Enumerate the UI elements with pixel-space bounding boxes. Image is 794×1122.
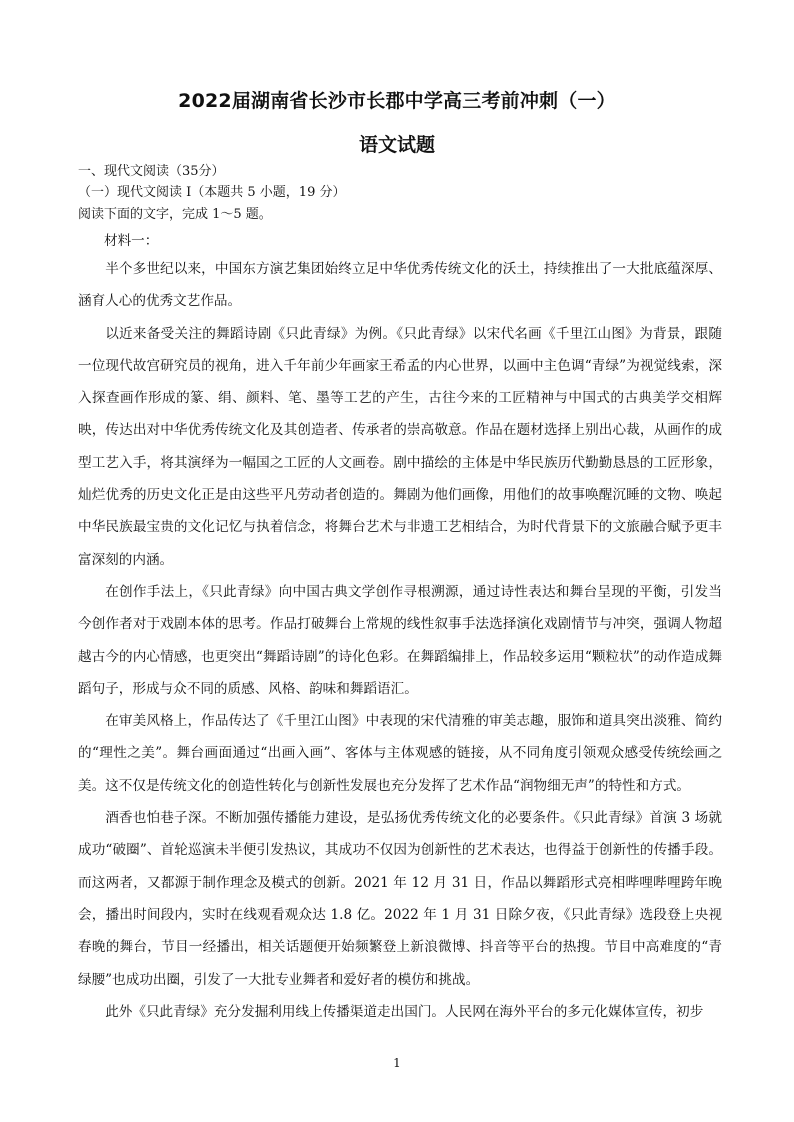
page-number: 1 [393, 1056, 401, 1070]
paragraph: 以近来备受关注的舞蹈诗剧《只此青绿》为例。《只此青绿》以宋代名画《千里江山图》为背景，跟随一位现代故宫研究员的视角，进入千年前少年画家王希孟的内心世界，以画中主色调“青绿”为视觉线索，深入探查画作形成的篆、绢、颜料、笔、墨等工艺的产生，古往今来的工匠精神与中国式的古典美学交相辉映，传达出对中华优秀传统文化及其创造者、传承者的崇高敬意。作品在题材选择上别出心裁，从画作的成型工艺入手，将其演绎为一幅国之工匠的人文画卷。剧中描绘的主体是中华民族历代勤勤恳恳的工匠形象，灿烂优秀的历史文化正是由这些平凡劳动者创造的。舞剧为他们画像，用他们的故事唤醒沉睡的文物、唤起中华民族最宝贵的文化记忆与执着信念，将舞台艺术与非遗工艺相结合，为时代背景下的文旅融合赋予更丰富深刻的内涵。 [78, 325, 722, 568]
document-subtitle: 语文试题 [358, 134, 435, 156]
paragraph: 酒香也怕巷子深。不断加强传播能力建设，是弘扬优秀传统文化的必要条件。《只此青绿》首演 3 场就成功“破圈”、首轮巡演未半便引发热议，其成功不仅因为创新性的艺术表达，也得益于创新性的传播手段。而这两者，又都源于制作理念及模式的创新。2021 年 12 月 31 日，作品以舞蹈形式亮相哔哩哔哩跨年晚会，播出时间段内，实时在线观看观众达 1.8 亿。2022 年 1 月 31 日除夕夜，《只此青绿》选段登上央视春晚的舞台，节目一经播出，相关话题便开始频繁登上新浪微博、抖音等平台的热搜。节目中高难度的“青绿腰”也成功出圈，引发了一大批专业舞者和爱好者的模仿和挑战。 [78, 810, 722, 988]
reading-instruction: 阅读下面的文字，完成 1～5 题。 [78, 207, 272, 222]
paragraph: 半个多世纪以来，中国东方演艺集团始终立足中华优秀传统文化的沃土，持续推出了一大批底蕴深厚、涵育人心的优秀文艺作品。 [78, 261, 722, 310]
section-subheading: （一）现代文阅读 I（本题共 5 小题，19 分） [78, 185, 346, 200]
paragraph: 在审美风格上，作品传达了《千里江山图》中表现的宋代清雅的审美志趣，服饰和道具突出淡雅、简约的“理性之美”。舞台画面通过“出画入画”、客体与主体观感的链接，从不同角度引领观众感受传统绘画之美。这不仅是传统文化的创造性转化与创新性发展也充分发挥了艺术作品“润物细无声”的特性和方式。 [78, 713, 722, 794]
document-title: 2022届湖南省长沙市长郡中学高三考前冲刺（一） [178, 90, 616, 112]
paragraph: 在创作手法上，《只此青绿》向中国古典文学创作寻根溯源，通过诗性表达和舞台呈现的平衡，引发当今创作者对于戏剧本体的思考。作品打破舞台上常规的线性叙事手法选择演化戏剧情节与冲突，强调人物超越古今的内心情感，也更突出“舞蹈诗剧”的诗化色彩。在舞蹈编排上，作品较多运用“颗粒状”的动作造成舞蹈句子，形成与众不同的质感、风格、韵味和舞蹈语汇。 [78, 583, 722, 697]
article-body [78, 253, 722, 1028]
paragraph: 此外《只此青绿》充分发掘利用线上传播渠道走出国门。人民网在海外平台的多元化媒体宣传，初步 [105, 1003, 704, 1020]
section-heading: 一、现代文阅读（35分） [78, 164, 225, 179]
material-label: 材料一： [104, 233, 159, 249]
